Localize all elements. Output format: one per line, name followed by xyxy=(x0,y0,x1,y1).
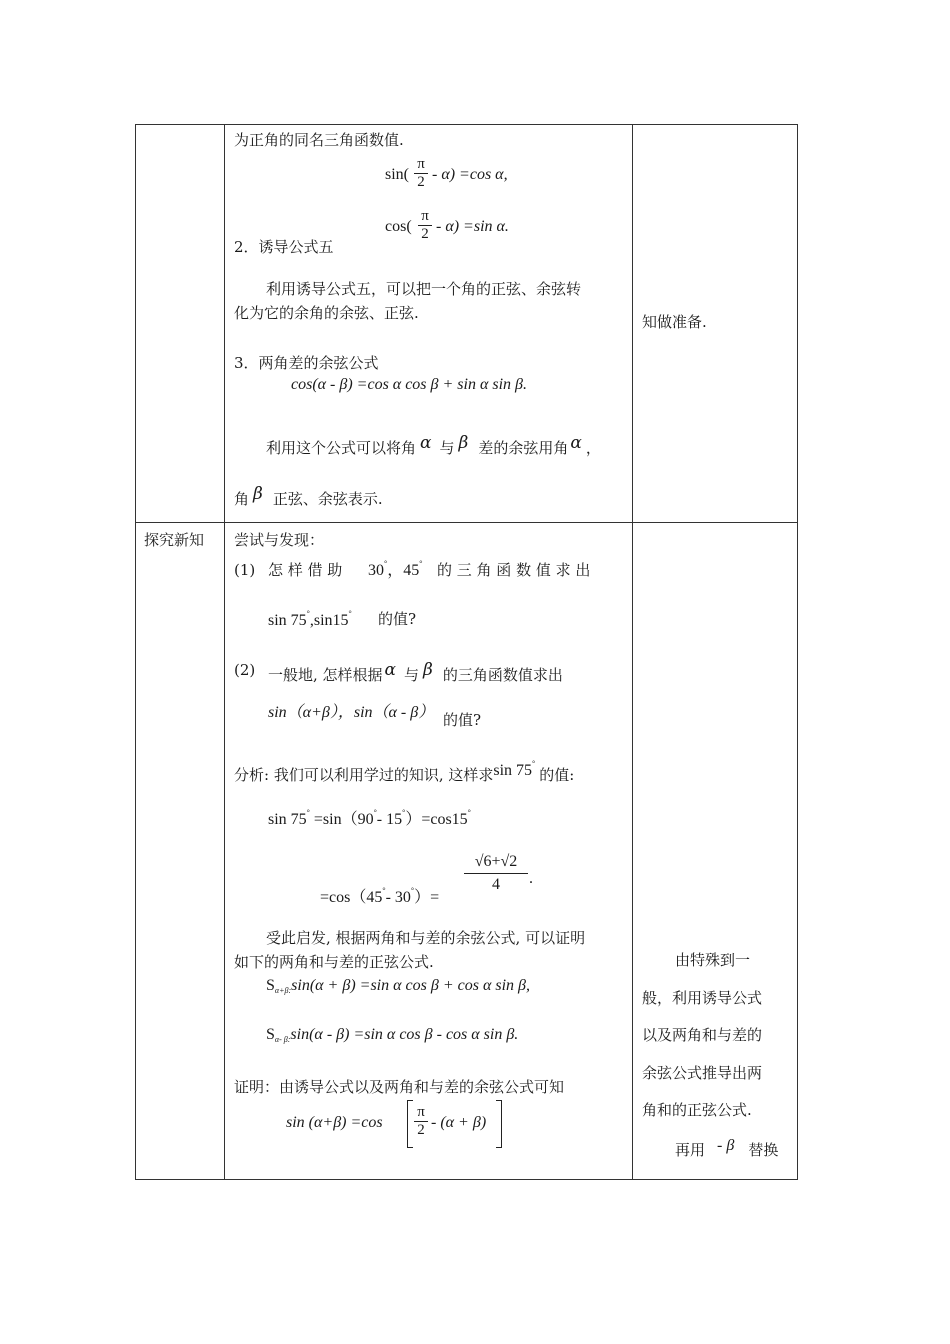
formula-diff-cos: cos(α - β) =cos α cos β + sin α sin β. xyxy=(291,376,528,393)
table-col-divider-2 xyxy=(632,124,633,1180)
s-formula: sin(α + β) =sin α cos β + cos α sin β, xyxy=(291,977,530,994)
sum-sine-formula xyxy=(266,976,530,1001)
eq2-c: ）= xyxy=(414,889,440,906)
note-line-5: 角和的正弦公式. xyxy=(642,1101,752,1119)
s-subscript: α+β: xyxy=(274,986,292,995)
section-label: 探究新知 xyxy=(144,531,205,549)
fraction-pi-over-2-a xyxy=(414,156,428,191)
fraction-denominator: 4 xyxy=(492,876,500,893)
proof-bracket-left xyxy=(407,1100,413,1148)
eq2-b: - 30 xyxy=(385,889,411,906)
q2-text-a: 一般地, 怎样根据 xyxy=(268,666,383,684)
note-tail-c: 替换 xyxy=(748,1141,779,1159)
note-line-4: 余弦公式推导出两 xyxy=(642,1064,763,1082)
alpha-symbol: α xyxy=(570,433,582,453)
table-top-border xyxy=(135,124,798,125)
proof-formula-rhs: - (α + β) xyxy=(431,1114,487,1131)
beta-symbol: β xyxy=(253,484,263,504)
analysis-sin75-text: sin 75 xyxy=(493,762,533,779)
analysis-sin75: sin 75° xyxy=(493,759,536,779)
fraction-numerator: π xyxy=(417,1104,425,1120)
beta-symbol: β xyxy=(423,660,433,680)
table-right-border xyxy=(797,124,798,1180)
formula-cos-rhs: - α) =sin α. xyxy=(436,218,509,235)
para2-line1: 利用诱导公式五，可以把一个角的正弦、余弦转 xyxy=(266,280,582,298)
para3-text-b: 与 xyxy=(439,439,455,457)
fraction-numerator: π xyxy=(417,156,425,172)
proof-formula-lhs: sin (α+β) =cos xyxy=(286,1114,383,1131)
question-1-angles: 30°，45° xyxy=(368,559,423,579)
fraction-numerator: π xyxy=(421,208,429,224)
para2-line2: 化为它的余角的余弦、正弦. xyxy=(234,304,419,322)
try-heading: 尝试与发现： xyxy=(234,531,325,549)
para3-line1 xyxy=(266,433,601,458)
question-1-line2: sin 75°,sin15° xyxy=(268,609,352,629)
formula-sin-lhs: sin( xyxy=(385,166,409,183)
alpha-symbol: α xyxy=(384,660,397,680)
question-2-text xyxy=(268,660,563,685)
question-1-text: 怎 样 借 助 xyxy=(268,561,343,579)
table-row-divider xyxy=(135,522,798,523)
s-formula: sin(α - β) =sin α cos β - cos α sin β. xyxy=(290,1026,519,1043)
fraction-sqrt6-plus-sqrt2-over-4 xyxy=(464,851,528,896)
question-1-line2-tail: 的值? xyxy=(378,610,417,628)
eq1-c: - 15 xyxy=(376,811,403,828)
equation-line-2: =cos（45°- 30°）= xyxy=(320,886,440,906)
para3-line2 xyxy=(234,484,383,509)
table-left-border xyxy=(135,124,136,1180)
row1-intro-line: 为正角的同名三角函数值. xyxy=(234,131,404,149)
fraction-numerator: √6+√2 xyxy=(474,853,518,870)
eq1-b: =sin（90 xyxy=(313,811,374,828)
formula-sin-rhs: - α) =cos α, xyxy=(432,166,508,183)
proof-line: 证明：由诱导公式以及两角和与差的余弦公式可知 xyxy=(234,1078,565,1096)
question-2-line2: sin（α+β），sin（α - β） xyxy=(268,704,435,721)
para3-text-e: 角 xyxy=(234,490,250,508)
heading-induction-formula-5: 2．诱导公式五 xyxy=(234,238,334,256)
inspire-line2: 如下的两角和与差的正弦公式. xyxy=(234,953,434,971)
alpha-symbol: α xyxy=(420,433,432,453)
s-label: S xyxy=(266,977,275,994)
para3-text-f: 正弦、余弦表示. xyxy=(272,490,383,508)
note-line-6 xyxy=(675,1137,779,1161)
angle-45: 45 xyxy=(403,562,420,579)
equation-line-1: sin 75° =sin（90°- 15°）=cos15° xyxy=(268,808,471,828)
eq1-d: ）=cos15 xyxy=(405,811,468,828)
sin15: sin15 xyxy=(313,612,349,629)
eq2-dot: . xyxy=(529,870,533,887)
beta-symbol: β xyxy=(458,433,469,453)
note-tail-a: 再用 xyxy=(675,1141,706,1159)
fraction-denominator: 2 xyxy=(417,174,425,190)
para3-text-d: ， xyxy=(585,439,601,457)
table-bottom-border xyxy=(135,1179,798,1180)
analysis-text-a: 分析: 我们可以利用学过的知识, 这样求 xyxy=(234,766,494,784)
question-1-number: (1) xyxy=(234,561,256,579)
inspire-line1: 受此启发, 根据两角和与差的余弦公式, 可以证明 xyxy=(266,929,586,947)
sin75-a: sin 75 xyxy=(268,612,307,629)
s-label: S xyxy=(266,1026,275,1043)
para3-text-c: 差的余弦用角 xyxy=(478,439,569,457)
analysis-line xyxy=(234,759,574,786)
fraction-denominator: 2 xyxy=(417,1122,425,1138)
formula-cos-lhs: cos( xyxy=(385,218,412,235)
row1-note: 知做准备. xyxy=(642,313,707,331)
q2-text-b: 与 xyxy=(404,666,420,684)
note-line-1: 由特殊到一 xyxy=(675,951,751,969)
question-1-tail: 的 三 角 函 数 值 求 出 xyxy=(437,561,591,579)
fraction-pi-over-2-c xyxy=(414,1104,428,1139)
table-col-divider-1 xyxy=(224,124,225,1180)
minus-beta: - β xyxy=(717,1137,735,1154)
q2-text-c: 的三角函数值求出 xyxy=(442,666,563,684)
angle-30: 30 xyxy=(368,562,384,579)
s-subscript: α- β: xyxy=(274,1035,291,1044)
fraction-pi-over-2-b xyxy=(418,208,432,243)
para3-text-a: 利用这个公式可以将角 xyxy=(266,439,417,457)
fraction-denominator: 2 xyxy=(421,226,429,242)
eq1-a: sin 75 xyxy=(268,811,307,828)
note-line-3: 以及两角和与差的 xyxy=(642,1026,763,1044)
proof-bracket-right xyxy=(496,1100,502,1148)
analysis-text-b: 的值: xyxy=(539,766,575,784)
question-2-line2-tail: 的值? xyxy=(443,711,482,729)
heading-diff-cos-formula: 3．两角差的余弦公式 xyxy=(234,354,379,372)
question-2-number: (2) xyxy=(234,661,256,679)
diff-sine-formula xyxy=(266,1025,518,1050)
note-line-2: 般，利用诱导公式 xyxy=(642,989,763,1007)
eq2-a: =cos（45 xyxy=(320,889,383,906)
